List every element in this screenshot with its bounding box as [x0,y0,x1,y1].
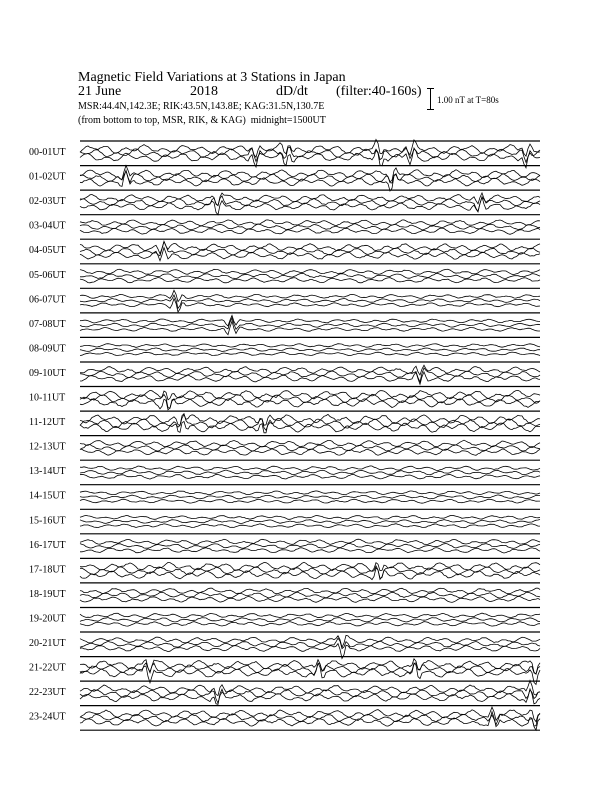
midnight-note: midnight=1500UT [250,115,326,126]
trace-msr [80,466,540,471]
trace-msr [80,635,540,647]
trace-rik [80,495,540,499]
trace-msr [80,515,540,519]
scale-label: 1.00 nT at T=80s [437,95,499,105]
chart-title: Magnetic Field Variations at 3 Stations in Japan [78,70,346,85]
trace-kag [80,474,540,479]
hour-label: 12-13UT [29,441,66,453]
trace-kag [80,321,540,335]
trace-kag [80,228,540,234]
trace-rik [80,544,540,549]
trace-msr [80,659,540,674]
trace-kag [80,449,540,456]
hour-label: 18-19UT [29,588,66,600]
filter-label: (filter:40-160s) [336,84,422,99]
hour-label: 19-20UT [29,613,66,625]
date-day: 21 June [78,84,122,99]
hour-label: 10-11UT [29,392,66,404]
hour-label: 08-09UT [29,343,66,355]
trace-kag [80,548,540,553]
hour-label: 11-12UT [29,417,66,429]
trace-msr [80,269,540,274]
trace-kag [80,596,540,602]
trace-msr [80,588,540,594]
date-year: 2018 [190,84,218,99]
hour-label: 09-10UT [29,368,66,379]
hour-label: 07-08UT [29,318,66,330]
trace-rik [80,713,540,726]
trace-rik [80,295,540,308]
trace-kag [80,712,540,731]
trace-msr [80,344,540,348]
trace-kag [80,524,540,528]
stations-line: MSR:44.4N,142.3E; RIK:43.5N,143.8E; KAG:31.5N,130.7E [78,101,325,112]
trace-rik [80,348,540,352]
trace-kag [80,248,540,261]
hour-label: 04-05UT [29,245,66,257]
hour-label: 13-14UT [29,466,66,478]
trace-msr [80,365,540,375]
trace-kag [80,278,540,283]
hour-label: 00-01UT [29,147,66,158]
trace-rik [80,445,540,452]
trace-msr [80,414,540,425]
hour-label: 16-17UT [29,539,66,551]
hour-label: 20-21UT [29,638,66,649]
trace-msr [80,440,540,447]
trace-rik [80,147,540,163]
hour-label: 15-16UT [29,515,66,527]
trace-msr [80,193,540,206]
order-note: (from bottom to top, MSR, RIK, & KAG) [78,115,246,126]
trace-msr [80,707,540,722]
hour-label: 03-04UT [29,220,66,232]
trace-msr [80,220,540,226]
trace-msr [80,140,540,158]
hour-label: 02-03UT [29,196,66,208]
hour-label: 05-06UT [29,269,66,281]
trace-rik [80,470,540,475]
trace-kag [80,372,540,384]
trace-kag [80,352,540,356]
trace-kag [80,499,540,503]
hour-label: 06-07UT [29,294,66,306]
trace-kag [80,299,540,313]
quantity-label: dD/dt [276,84,308,99]
hour-label: 23-24UT [29,711,66,723]
hour-label: 22-23UT [29,687,66,699]
trace-msr [80,491,540,495]
hour-label: 14-15UT [29,490,66,502]
hour-label: 21-22UT [29,662,66,674]
trace-rik [80,520,540,524]
trace-rik [80,368,540,382]
trace-rik [80,618,540,623]
hour-label: 17-18UT [29,564,66,576]
hour-label: 01-02UT [29,171,66,183]
trace-msr [80,613,540,618]
trace-kag [80,622,540,627]
